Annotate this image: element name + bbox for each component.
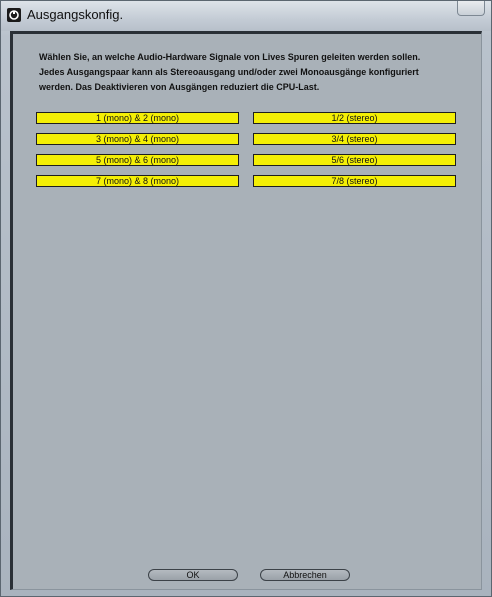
- stereo-output-toggle-7-8[interactable]: 7/8 (stereo): [253, 175, 456, 187]
- mono-output-toggle-1-2[interactable]: 1 (mono) & 2 (mono): [36, 112, 239, 124]
- description-line: Jedes Ausgangspaar kann als Stereoausgang und/oder zwei Monoausgänge konfiguriert: [39, 67, 419, 77]
- app-icon: [7, 8, 21, 22]
- mono-output-toggle-3-4[interactable]: 3 (mono) & 4 (mono): [36, 133, 239, 145]
- dialog-content: [10, 31, 482, 590]
- mono-output-toggle-7-8[interactable]: 7 (mono) & 8 (mono): [36, 175, 239, 187]
- stereo-output-toggle-3-4[interactable]: 3/4 (stereo): [253, 133, 456, 145]
- cancel-button[interactable]: Abbrechen: [260, 569, 350, 581]
- window-title: Ausgangskonfig.: [27, 7, 124, 22]
- description-line: werden. Das Deaktivieren von Ausgängen reduziert die CPU-Last.: [39, 82, 320, 92]
- ok-button[interactable]: OK: [148, 569, 238, 581]
- stereo-output-toggle-5-6[interactable]: 5/6 (stereo): [253, 154, 456, 166]
- description-line: Wählen Sie, an welche Audio-Hardware Signale von Lives Spuren geleiten werden sollen.: [39, 52, 421, 62]
- description-text: [39, 50, 469, 95]
- mono-output-toggle-5-6[interactable]: 5 (mono) & 6 (mono): [36, 154, 239, 166]
- title-bar[interactable]: [1, 1, 491, 31]
- stereo-output-toggle-1-2[interactable]: 1/2 (stereo): [253, 112, 456, 124]
- close-button[interactable]: [457, 1, 485, 16]
